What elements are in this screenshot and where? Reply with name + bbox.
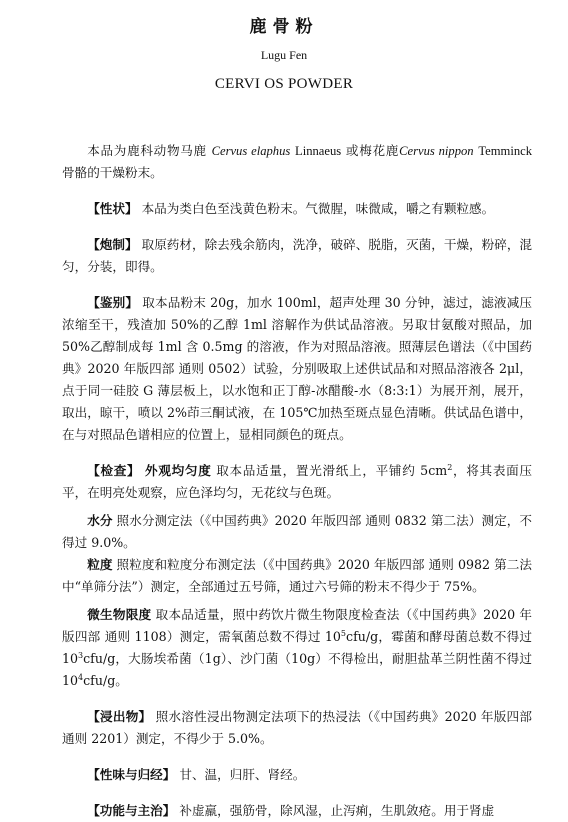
section-label: 【功能与主治】 [87, 803, 176, 818]
section-xingzhuang: 【性状】 本品为类白色至浅黄色粉末。气微腥，味微咸，嚼之有颗粒感。 [87, 201, 495, 216]
section-paozhi: 【炮制】 取原药材，除去残余筋肉，洗净，破碎、脱脂，灭菌，干燥，粉碎，混匀，分装，即得。 [62, 237, 533, 274]
monograph-body [62, 140, 532, 822]
subsection-label: 粒度 [87, 557, 113, 572]
author-1: Linnaeus [295, 144, 342, 158]
author-2: Temminck [478, 144, 533, 158]
section-lidu: 粒度 照粒度和粒度分布测定法（《中国药典》2020 年版四部 通则 0982 第二法中“单筛分法”）测定，全部通过五号筛，通过六号筛的粉末不得少于 75%。 [62, 557, 532, 594]
section-label: 【浸出物】 [87, 709, 152, 724]
pinyin-name: Lugu Fen [260, 48, 308, 62]
section-label: 【性状】 [87, 201, 138, 216]
section-gongneng: 【功能与主治】 补虚羸，强筋骨，除风湿，止泻痢，生肌敛疮。用于肾虚 [87, 803, 495, 818]
species-name-1: Cervus elaphus [211, 144, 291, 158]
monograph-title: 鹿骨粉 [249, 17, 319, 37]
species-name-2: Cervus nippon [399, 144, 474, 158]
section-jinchuwu: 【浸出物】 照水溶性浸出物测定法项下的热浸法（《中国药典》2020 年版四部 通则 2201）测定，不得少于 5.0%。 [62, 709, 532, 746]
latin-name: CERVI OS POWDER [214, 76, 354, 92]
section-jianbie: 【鉴别】 取本品粉末 20g，加水 100ml，超声处理 30 分钟，滤过，滤液减压浓缩至干，残渣加 50%的乙醇 1ml 溶解作为供试品溶液。另取甘氨酸对照品，加 50%乙醇制成每 1ml 含 0.5mg 的溶液，作为对照品溶液。照薄层色谱法（《中国药典》2020 年版四部 通则 0502）试验，分别吸取上述供试品和对照品溶液各 2μl，点于同一硅胶 G 薄层板上，以水饱和正丁醇-冰醋酸-水（8:3:1）为展开剂，展开，取出，晾干，喷以 2%茚三酮试液，在 105℃加热至斑点显色清晰。供试品色谱中，在与对照品色谱相应的位置上，显相同颜色的斑点。 [62, 295, 532, 442]
section-shuifen: 水分 照水分测定法（《中国药典》2020 年版四部 通则 0832 第二法）测定，不得过 9.0%。 [62, 513, 532, 550]
section-label: 【检查】 [87, 463, 141, 478]
subsection-label: 外观均匀度 [145, 463, 212, 478]
section-label: 【炮制】 [87, 237, 138, 252]
subsection-label: 微生物限度 [87, 607, 152, 622]
subsection-label: 水分 [87, 513, 113, 528]
intro-paragraph: 本品为鹿科动物马鹿 Cervus elaphus Linnaeus 或梅花鹿Cervus nippon Temminck 骨骼的干燥粉末。 [62, 143, 533, 180]
section-label: 【鉴别】 [87, 295, 139, 310]
section-label: 【性味与归经】 [87, 767, 176, 782]
section-xingwei: 【性味与归经】 甘、温，归肝、肾经。 [87, 767, 306, 782]
section-weishengwu: 微生物限度 取本品适量，照中药饮片微生物限度检查法（《中国药典》2020 年版四部 通则 1108）测定，需氧菌总数不得过 $10^5cfu/g$，霉菌和酵母菌总数不得过 $10^3cfu/g$，大肠埃希菌（1g）、沙门菌（10g）不得检出，耐胆盐革兰阴性菌不得过 $10^4cfu/g$。 [62, 607, 532, 688]
section-jiancha: 【检查】 外观均匀度 取本品适量，置光滑纸上，平铺约 $5cm^2$，将其表面压平，在明亮处观察，应色泽均匀，无花纹与色斑。 [62, 462, 533, 500]
